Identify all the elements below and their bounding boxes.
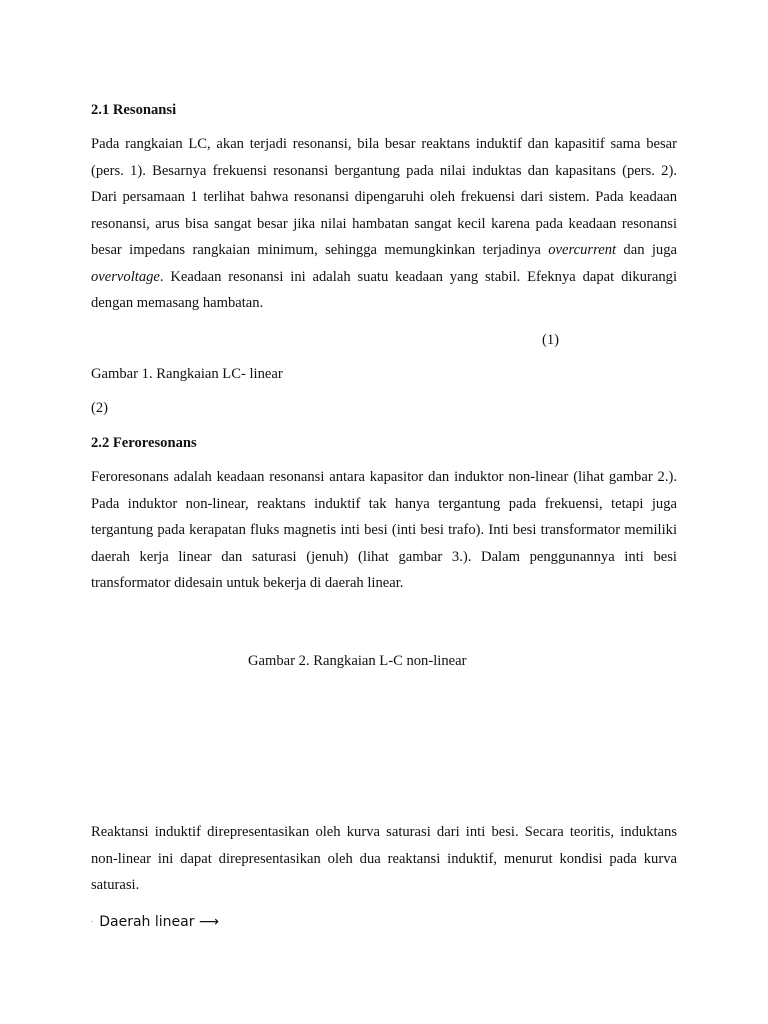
paragraph-line: daerah kerja linear dan saturasi (jenuh) (lihat gambar 3.). Dalam penggunannya inti besi	[91, 548, 677, 565]
equation-2-label: (2)	[91, 400, 109, 416]
paragraph-line: Reaktansi induktif direpresentasikan oleh kurva saturasi dari inti besi. Secara teoritis, induktans	[91, 824, 677, 840]
paragraph-line: Pada rangkaian LC, akan terjadi resonansi, bila besar reaktans induktif dan kapasitif sama besar	[91, 136, 677, 152]
paragraph-line: Feroresonans adalah keadaan resonansi antara kapasitor dan induktor non-linear (lihat gambar 2.).	[91, 469, 677, 485]
paragraph-line	[91, 264, 677, 291]
paragraph-line: transformator didesain untuk bekerja di daerah linear.	[91, 575, 404, 591]
bullet-text: Daerah linear ⟶	[99, 914, 219, 930]
paragraph-line: Dari persamaan 1 terlihat bahwa resonansi dipengaruhi oleh frekuensi dari sistem. Pada keadaan	[91, 189, 677, 205]
line-text: besar impedans rangkaian minimum, sehingga memungkinkan terjadinya	[91, 242, 549, 258]
section-heading-resonansi: 2.1 Resonansi	[91, 102, 177, 118]
paragraph-line: tergantung pada kerapatan fluks magnetis inti besi (inti besi trafo). Inti besi transformator memiliki	[91, 522, 677, 538]
paragraph-line: saturasi.	[91, 877, 140, 893]
line-text: . Keadaan resonansi ini adalah suatu keadaan yang stabil. Efeknya dapat dikurangi	[159, 268, 677, 285]
paragraph-line: dengan memasang hambatan.	[91, 295, 264, 311]
bullet-item-daerah-linear	[91, 913, 219, 931]
paragraph-feroresonans	[91, 464, 677, 597]
figure-1-caption: Gambar 1. Rangkaian LC- linear	[91, 366, 283, 382]
line-text: dan juga	[616, 242, 677, 258]
paragraph-reaktansi	[91, 819, 677, 899]
paragraph-line	[91, 237, 677, 264]
italic-term-overcurrent: overcurrent	[548, 242, 617, 258]
paragraph-line: (pers. 1). Besarnya frekuensi resonansi bergantung pada nilai induktas dan kapasitans (pers. 2).	[91, 162, 677, 179]
paragraph-line: Pada induktor non-linear, reaktans induktif tak hanya tergantung pada frekuensi, tetapi juga	[91, 495, 677, 512]
figure-2-caption: Gambar 2. Rangkaian L-C non-linear	[248, 653, 467, 669]
section-heading-feroresonans: 2.2 Feroresonans	[91, 435, 197, 451]
paragraph-line: resonansi, arus bisa sangat besar jika nilai hambatan sangat kecil karena pada keadaan resonansi	[91, 215, 677, 232]
paragraph-resonansi	[91, 131, 677, 317]
italic-term-overvoltage: overvoltage	[91, 268, 160, 285]
bullet-marker: ·	[91, 918, 94, 926]
paragraph-line: non-linear ini dapat direpresentasikan oleh dua reaktansi induktif, menurut kondisi pada kurva	[91, 850, 677, 867]
equation-1-label: (1)	[542, 332, 560, 348]
